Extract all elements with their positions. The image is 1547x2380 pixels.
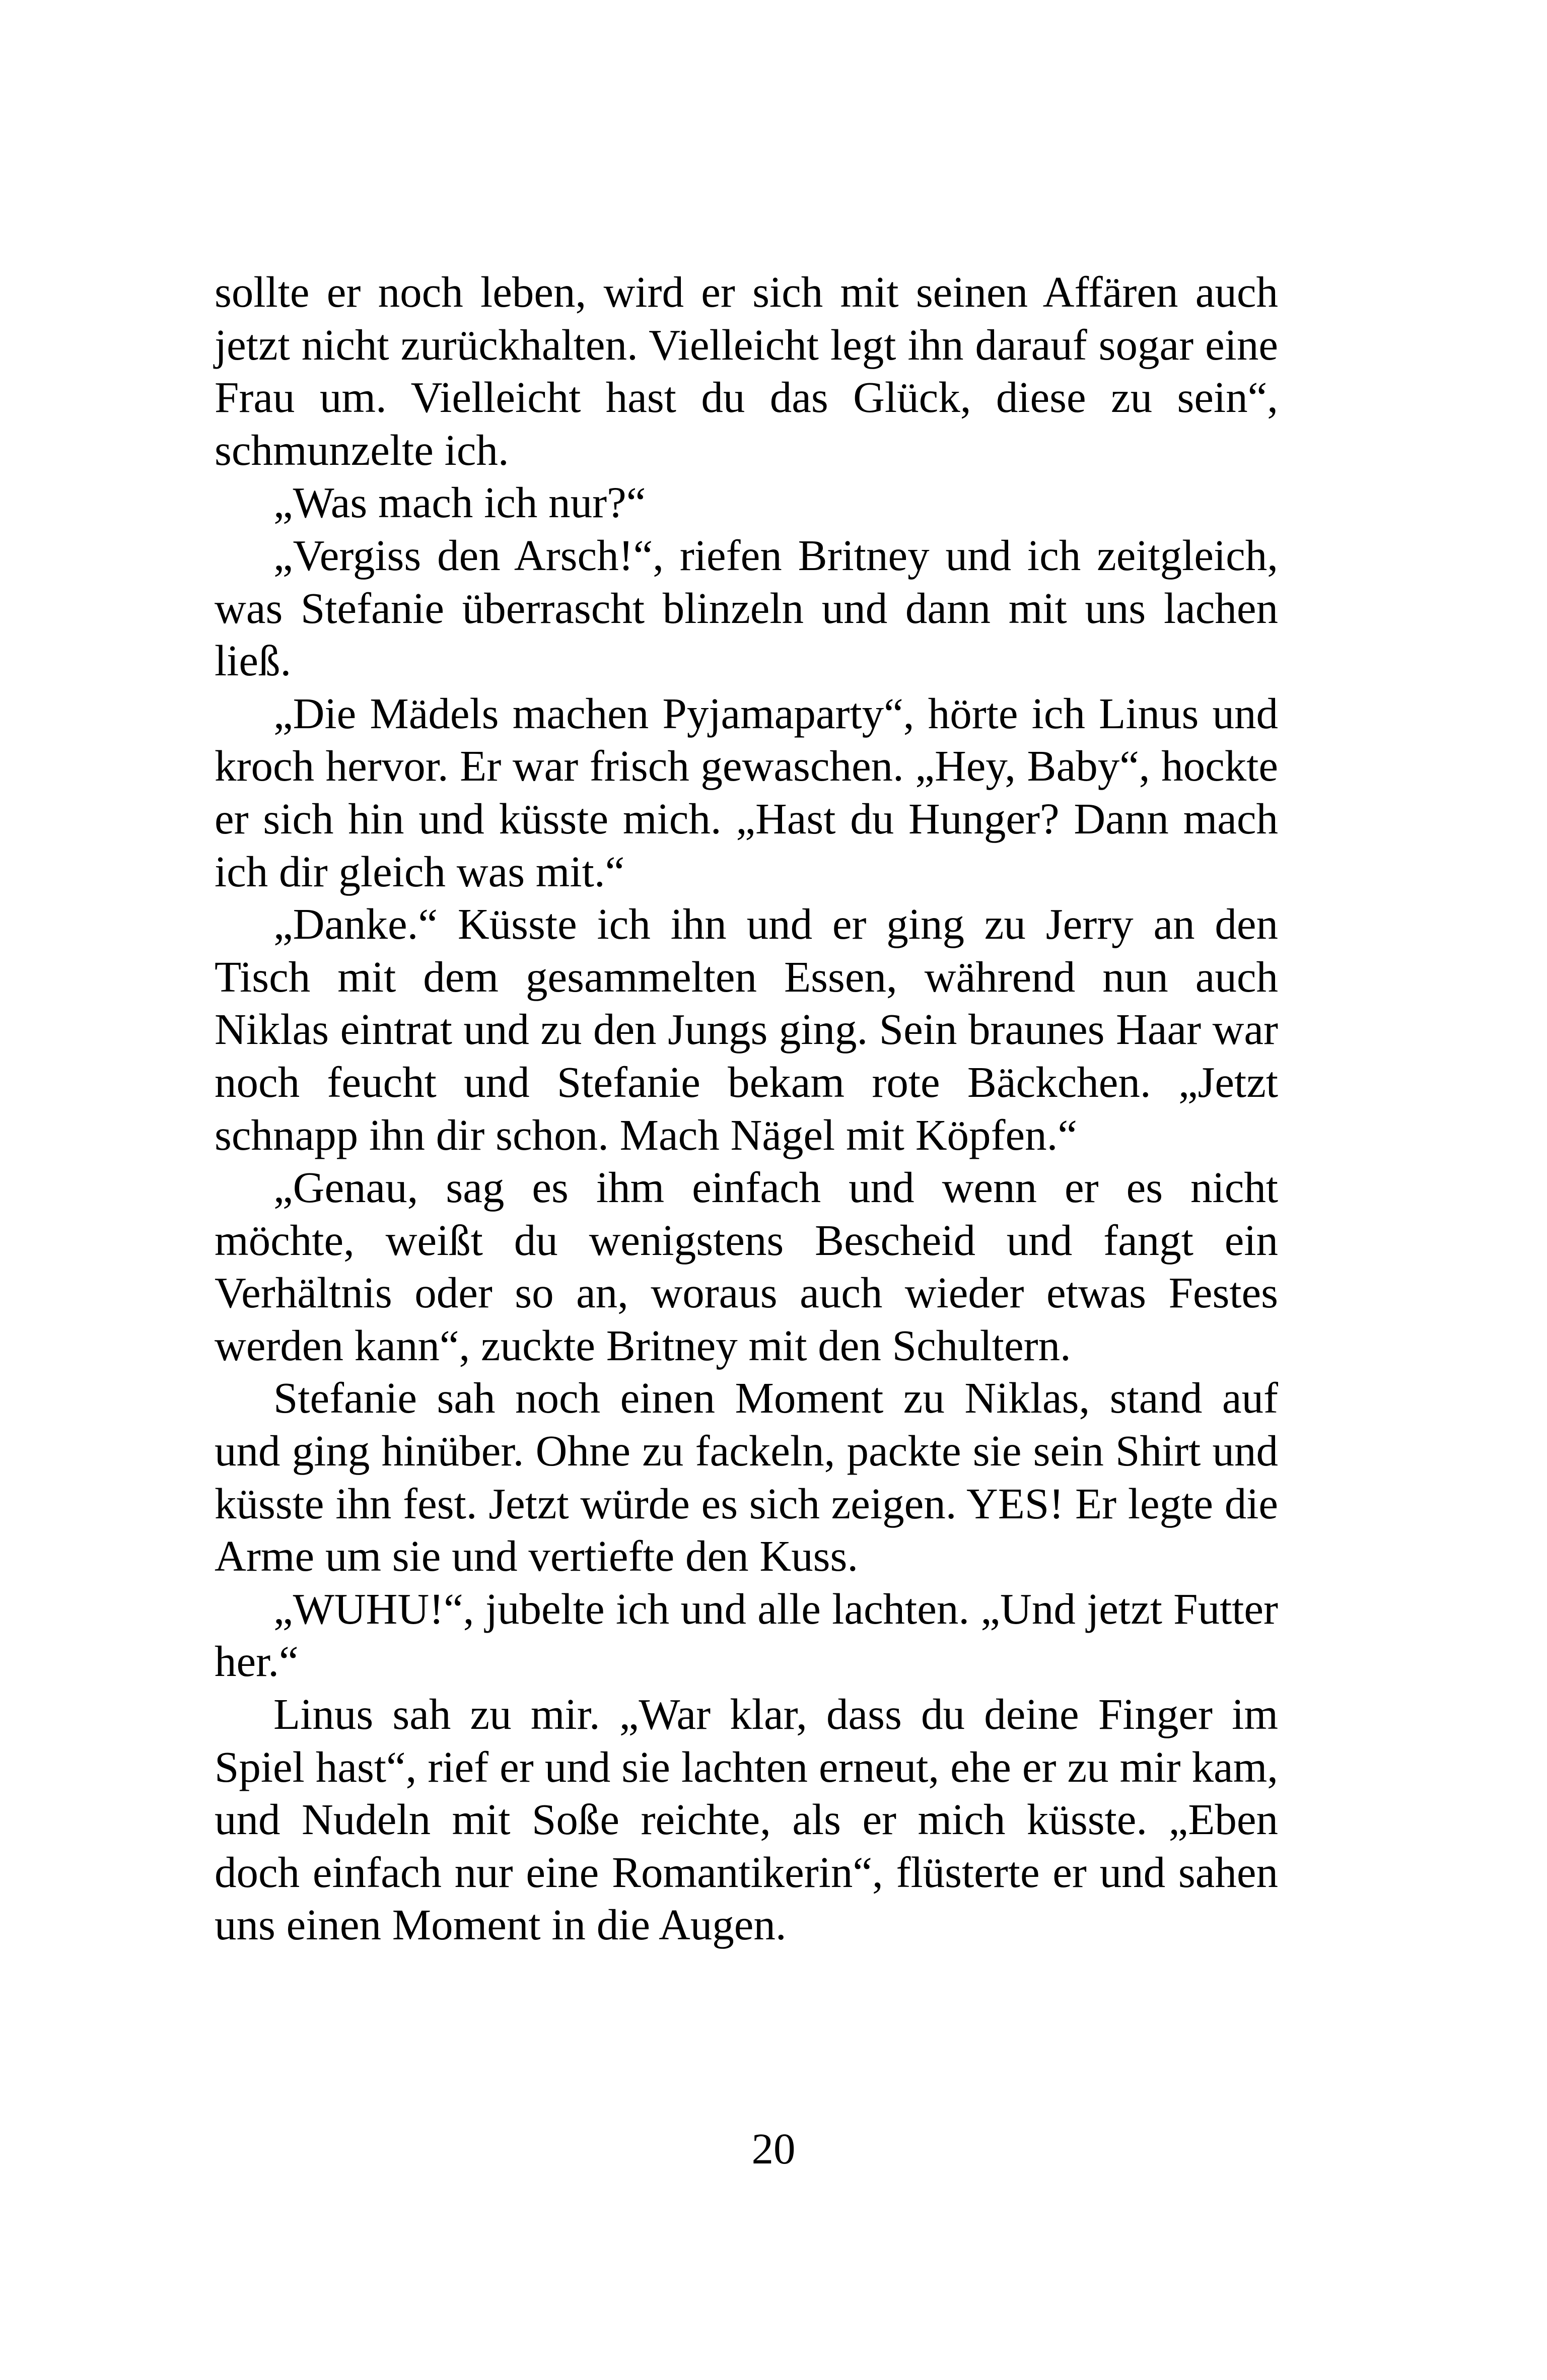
paragraph-6: „Genau, sag es ihm einfach und wenn er es nicht möchte, weißt du wenigstens Bescheid und fangt ein Verhältnis oder so an, woraus auch wieder etwas Festes werden kann“, zuckte Britney mit den Schultern. bbox=[215, 1163, 1278, 1370]
paragraph-4: „Die Mädels machen Pyjamaparty“, hörte ich Linus und kroch hervor. Er war frisch gewaschen. „Hey, Baby“, hockte er sich hin und küsste mich. „Hast du Hunger? Dann mach ich dir gleich was mit.“ bbox=[215, 688, 1278, 896]
paragraph-3: „Vergiss den Arsch!“, riefen Britney und ich zeitgleich, was Stefanie überrascht blinzeln und dann mit uns lachen ließ. bbox=[215, 530, 1278, 685]
paragraph-1: sollte er noch leben, wird er sich mit seinen Affären auch jetzt nicht zurückhalten. Vielleicht legt ihn darauf sogar eine Frau um. Vielleicht hast du das Glück, diese zu sein“, schmunzelte ich. bbox=[215, 267, 1278, 474]
body-text bbox=[215, 266, 1278, 1951]
paragraph-8: „WUHU!“, jubelte ich und alle lachten. „Und jetzt Futter her.“ bbox=[215, 1584, 1278, 1686]
paragraph-9: Linus sah zu mir. „War klar, dass du deine Finger im Spiel hast“, rief er und sie lachten erneut, ehe er zu mir kam, und Nudeln mit Soße reichte, als er mich küsste. „Eben doch einfach nur eine Romantikerin“, flüsterte er und sahen uns einen Moment in die Augen. bbox=[215, 1690, 1278, 1949]
paragraph-2: „Was mach ich nur?“ bbox=[273, 478, 646, 527]
paragraph-5: „Danke.“ Küsste ich ihn und er ging zu Jerry an den Tisch mit dem gesammelten Essen, während nun auch Niklas eintrat und zu den Jungs ging. Sein braunes Haar war noch feucht und Stefanie bekam rote Bäckchen. „Jetzt schnapp ihn dir schon. Mach Nägel mit Köpfen.“ bbox=[215, 899, 1278, 1159]
paragraph-7: Stefanie sah noch einen Moment zu Niklas, stand auf und ging hinüber. Ohne zu fackeln, packte sie sein Shirt und küsste ihn fest. Jetzt würde es sich zeigen. YES! Er legte die Arme um sie und vertiefte den Kuss. bbox=[215, 1373, 1278, 1581]
page-number: 20 bbox=[751, 2124, 796, 2173]
